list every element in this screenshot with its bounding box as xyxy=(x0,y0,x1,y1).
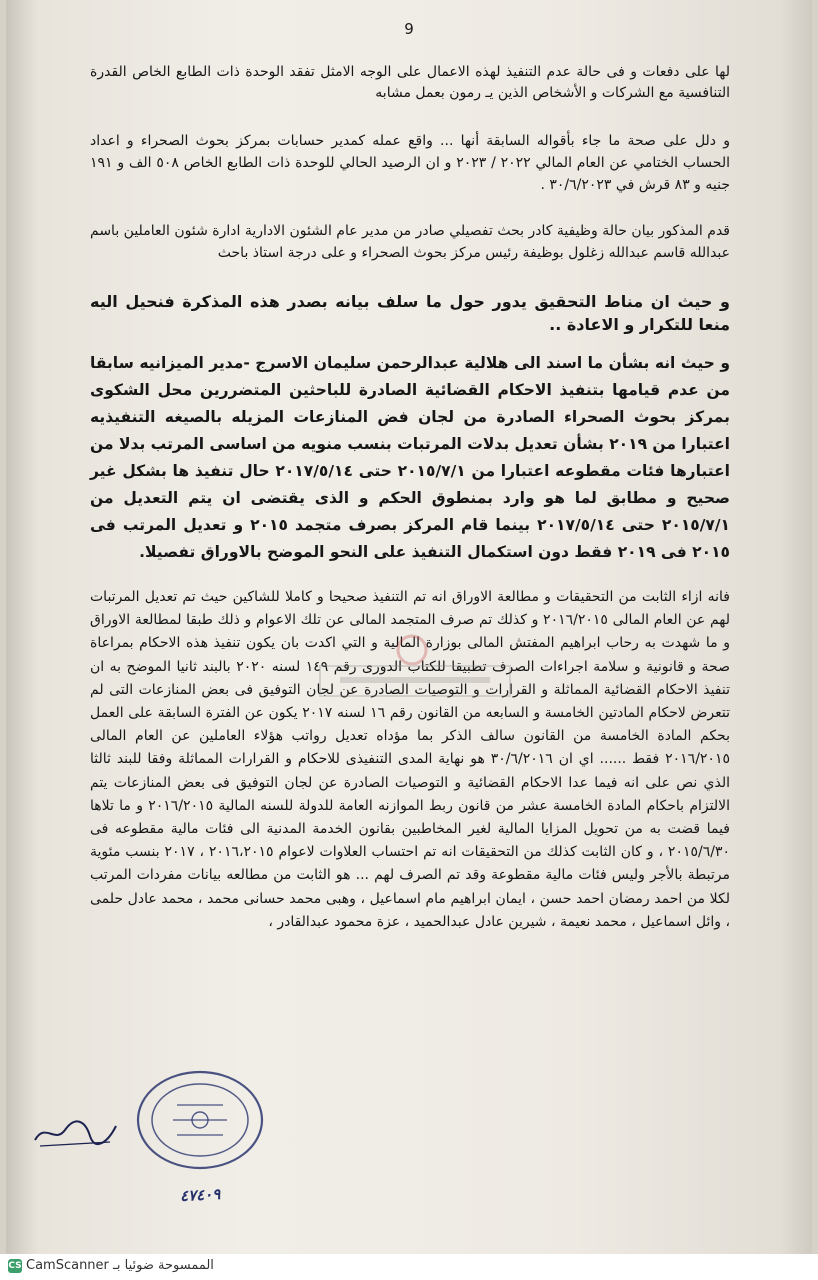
page-number: 9 xyxy=(404,20,414,38)
official-seal xyxy=(125,1065,275,1175)
paragraph-investigation-scope: و حيث ان مناط التحقيق يدور حول ما سلف بيانه بصدر هذه المذكرة فنحيل اليه منعا للتكرار و الاعادة .. xyxy=(90,292,730,334)
watermark-logo xyxy=(300,628,530,708)
document-body xyxy=(90,62,730,934)
paragraph-findings: فانه ازاء الثابت من التحقيقات و مطالعة الاوراق انه تم التنفيذ صحيحا و كاملا للشاكين حيث تم تعديل المرتبات لهم عن العام المالى ٢٠١٦/٢٠١٥ و كذلك تم صرف المتجمد المالى عن تلك الاعوام و ذلك طبقا لمطالعة الاوراق و ما شهدت به رحاب ابراهيم المفتش المالى بوزارة المالية و التي اكدت بان يكون تنفيذ هذه الاحكام بمراعاة صحة و قانونية و سلامة اجراءات الصرف تطبيقا للكتاب الدورى رقم ١٤٩ لسنه ٢٠٢٠ بالبند ثانيا الموضح به ان تنفيذ الاحكام القضائية المماثلة و القرارات و التوصيات الصادرة عن لجان التوفيق فى بعض المنازعات التى لم تتعرض لاحكام المادتين الخامسة و السابعه من القانون رقم ١٦ لسنه ٢٠١٧ يكون عن الفترة السابقة على العمل بحكم المادة الخامسة من القانون سالف الذكر بما مؤداه تعديل رواتب هؤلاء العاملين عن العام المالى ٢٠١٦/٢٠١٥ فقط ...... اي ان ٣٠/٦/٢٠١٦ هو نهاية المدى التنفيذى للاحكام و القرارات المماثلة وفقا للبند ثالثا الذي نص على انه فيما عدا الاحكام القضائية و التوصيات الصادرة عن لجان التوفيق فى بعض المنازعات يتم الالتزام باحكام المادة الخامسة عشر من قانون ربط الموازنه العامة للدولة للسنه المالية ٢٠١٦/٢٠١٥ و ما تلاها فيما قضت به من تحويل المزايا المالية لغير المخاطبين بقانون الخدمة المدنية الى فئات مالية مقطوعه فى ٢٠١٥/٦/٣٠ ، و كان الثابت كذلك من التحقيقات انه تم احتساب العلاوات لاعوام ٢٠١٦،٢٠١٥ ، ٢٠١٧ بنسب مئوية مرتبطة بالأجر وليس فئات مالية مقطوعة وقد تم الصرف لهم ... هو الثابت من مطالعه بيانات مفردات المرتب لكلا من احمد رمضان احمد حسن ، ايمان ابراهيم مام اسماعيل ، وهبى محمد حسانى محمد ، محمد عادل حلمى ، وائل اسماعيل ، محمد نعيمة ، شيرين عادل عبدالحميد ، عزة محمود عبدالقادر ، xyxy=(90,589,731,930)
paragraph-contract-execution: لها على دفعات و فى حالة عدم التنفيذ لهذه الاعمال على الوجه الامثل تفقد الوحدة ذات الطابع الخاص القدرة التنافسية مع الشركات و الأشخاص الذين يـ رمون بعمل مشابه xyxy=(90,64,730,101)
paragraph-employment-status: قدم المذكور بيان حالة وظيفية كادر بحث تفصيلي صادر من مدير عام الشئون الادارية ادارة شئون العاملين باسم عبدالله قاسم عبدالله زغلول بوظيفة رئيس مركز بحوث الصحراء و على درجة استاذ باحث xyxy=(90,223,730,261)
camscanner-icon: CS xyxy=(8,1261,22,1271)
scanned-label: الممسوحة ضوئيا بـ xyxy=(113,1258,214,1273)
registration-number: ٤٧٤٠٩ xyxy=(179,1184,221,1206)
handwritten-signature xyxy=(30,1112,120,1152)
scanner-app-name: CamScanner xyxy=(26,1258,109,1273)
scanner-credit xyxy=(26,1258,214,1273)
paragraph-charge: و حيث انه بشأن ما اسند الى هلالية عبدالرحمن سليمان الاسرج -مدير الميزانيه سابقا من عدم قيامها بتنفيذ الاحكام القضائية الصادرة للباحثين المتضررين محل الشكوى بمركز بحوث الصحراء الصادرة من لجان فض المنازعات المزيله بالصيغه التنفيذيه اعتبارا من ٢٠١٩ بشأن تعديل بدلات المرتبات بنسب منويه من اساسى المرتب بدلا من اعتبارها فئات مقطوعه اعتبارا من ٢٠١٥/٧/١ حتى ٢٠١٧/٥/١٤ حال تنفيذ ها بشكل غير صحيح و مطابق لما هو وارد بمنطوق الحكم و الذى يقتضى ان يتم التعديل من ٢٠١٥/٧/١ حتى ٢٠١٧/٥/١٤ بينما قام المركز بصرف متجمد ٢٠١٥ و تعديل المرتب فى ٢٠١٥ فى ٢٠١٩ فقط دون استكمال التنفيذ على النحو الموضح بالاوراق تفصيلا. xyxy=(90,354,730,561)
paragraph-statements-evidence: و دلل على صحة ما جاء بأقواله السابقة أنها ... واقع عمله كمدير حسابات بمركز بحوث الصحراء و اعداد الحساب الختامي عن العام المالي ٢٠٢٢ / ٢٠٢٣ و ان الرصيد الحالي للوحدة ذات الطابع الخاص ٥٠٨ الف و ١٩١ جنيه و ٨٣ قرش في ٣٠/٦/٢٠٢٣ . xyxy=(90,133,730,193)
